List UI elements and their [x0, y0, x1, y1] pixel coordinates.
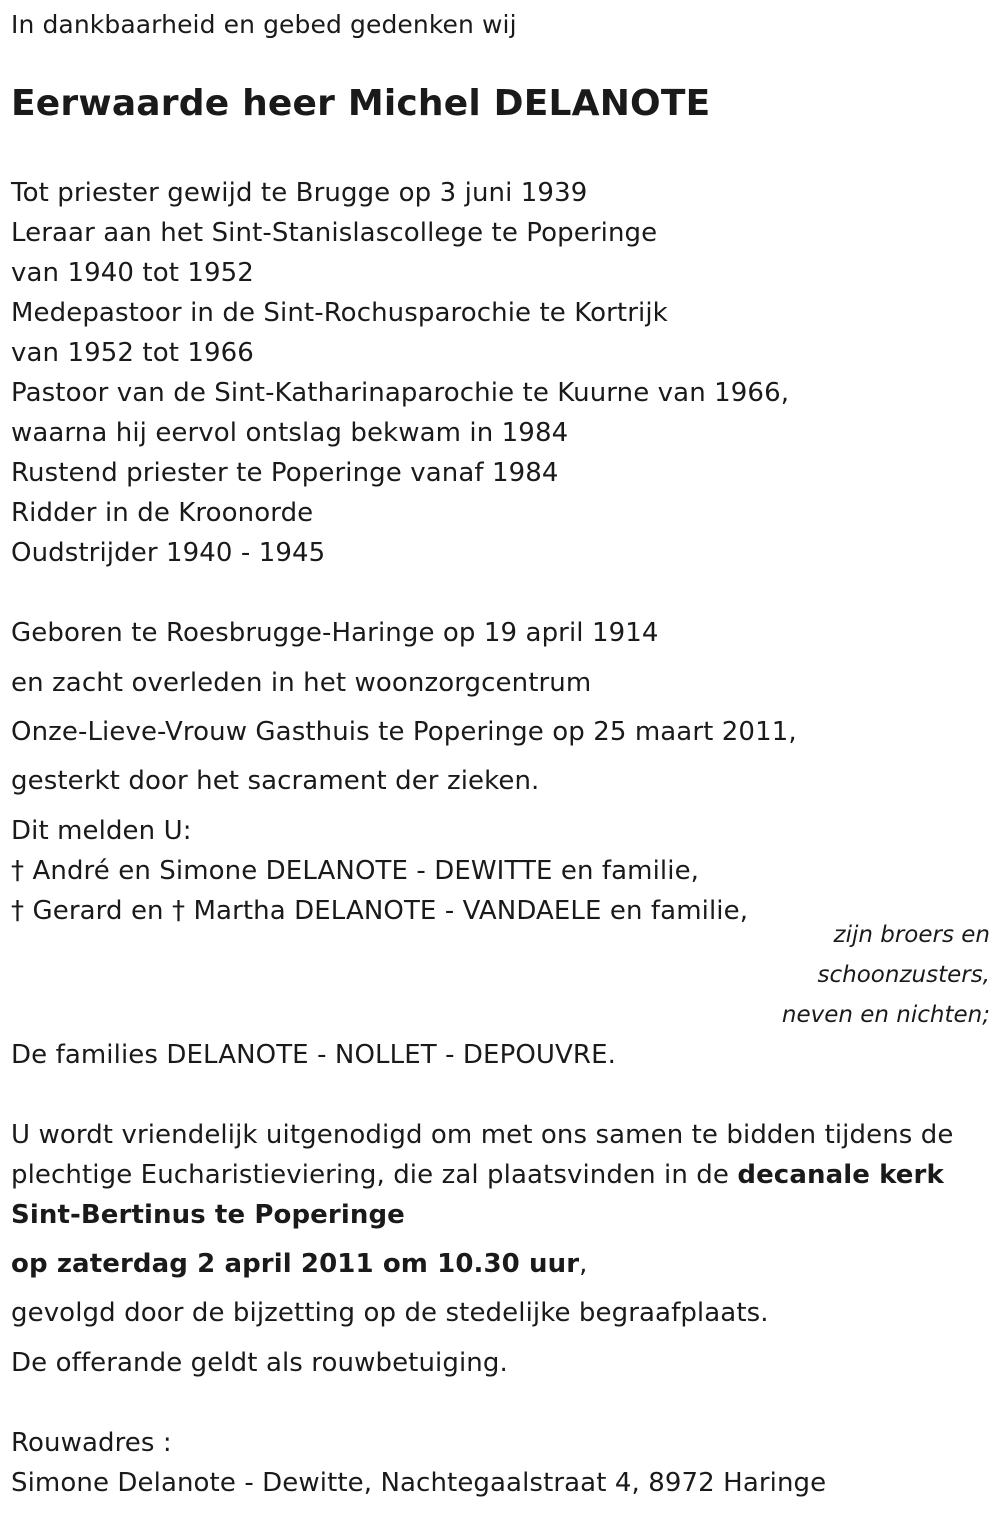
career-line: Medepastoor in de Sint-Rochusparochie te Kortrijk: [11, 298, 668, 328]
relation-note: neven en nichten;: [781, 1002, 990, 1028]
address-label: Rouwadres :: [11, 1428, 172, 1458]
invitation-line: gevolgd door de bijzetting op de stedelijke begraafplaats.: [11, 1298, 769, 1328]
invitation-text: plechtige Eucharistieviering, die zal plaatsvinden in de: [11, 1160, 729, 1190]
invitation-line: De offerande geldt als rouwbetuiging.: [11, 1348, 508, 1378]
ceremony-datetime: op zaterdag 2 april 2011 om 10.30 uur: [11, 1249, 580, 1279]
life-line: Onze-Lieve-Vrouw Gasthuis te Poperinge op 25 maart 2011,: [11, 717, 797, 747]
life-line: gesterkt door het sacrament der zieken.: [11, 766, 540, 796]
families-line: De families DELANOTE - NOLLET - DEPOUVRE.: [11, 1040, 616, 1070]
career-line: van 1940 tot 1952: [11, 258, 254, 288]
announce-sibling-line: [11, 858, 699, 884]
deceased-name-title: Eerwaarde heer Michel DELANOTE: [11, 83, 711, 124]
life-line: Geboren te Roesbrugge-Haringe op 19 april 1914: [11, 618, 659, 648]
career-line: Tot priester gewijd te Brugge op 3 juni 1939: [11, 178, 588, 208]
church-name: decanale kerk: [737, 1160, 944, 1190]
career-line: van 1952 tot 1966: [11, 338, 254, 368]
address-value: Simone Delanote - Dewitte, Nachtegaalstraat 4, 8972 Haringe: [11, 1468, 827, 1498]
sibling-text: Martha DELANOTE - VANDAELE en familie,: [193, 896, 749, 926]
announce-sibling-line: [11, 898, 748, 924]
invitation-line: [11, 1162, 944, 1188]
relation-note: zijn broers en: [833, 922, 990, 948]
relation-note: schoonzusters,: [817, 962, 990, 988]
intro-text: In dankbaarheid en gebed gedenken wij: [11, 10, 517, 39]
cross-icon: †: [172, 896, 186, 926]
life-line: en zacht overleden in het woonzorgcentrum: [11, 668, 592, 698]
church-location: Sint-Bertinus te Poperinge: [11, 1200, 405, 1230]
career-line: Leraar aan het Sint-Stanislascollege te Poperinge: [11, 218, 658, 248]
career-line: Rustend priester te Poperinge vanaf 1984: [11, 458, 559, 488]
announce-intro: Dit melden U:: [11, 816, 192, 846]
cross-icon: †: [11, 856, 25, 886]
career-line: waarna hij eervol ontslag bekwam in 1984: [11, 418, 569, 448]
ceremony-datetime-line: [11, 1251, 588, 1277]
career-line: Ridder in de Kroonorde: [11, 498, 314, 528]
sibling-text: Gerard en: [32, 896, 164, 926]
career-line: Oudstrijder 1940 - 1945: [11, 538, 326, 568]
sibling-text: André en Simone DELANOTE - DEWITTE en familie,: [32, 856, 700, 886]
ceremony-comma: ,: [579, 1249, 588, 1279]
career-line: Pastoor van de Sint-Katharinaparochie te Kuurne van 1966,: [11, 378, 790, 408]
invitation-line: U wordt vriendelijk uitgenodigd om met ons samen te bidden tijdens de: [11, 1120, 954, 1150]
cross-icon: †: [11, 896, 25, 926]
